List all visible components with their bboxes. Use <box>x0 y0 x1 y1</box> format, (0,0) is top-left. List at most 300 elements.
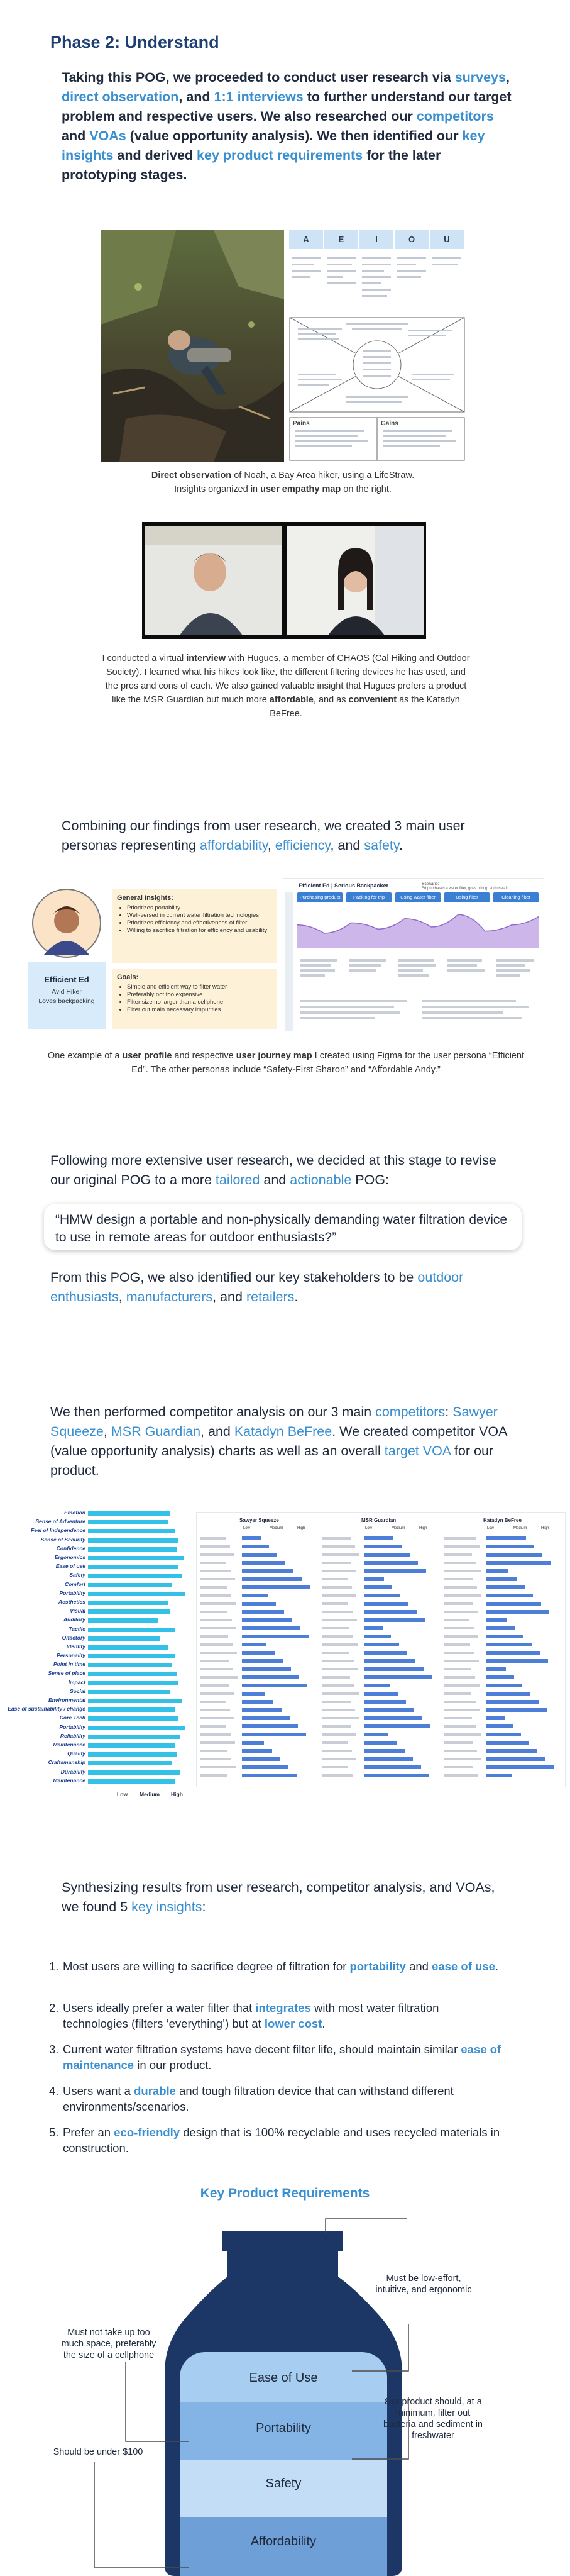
voa-bar <box>88 1529 175 1533</box>
competitor-row-label <box>322 1652 349 1654</box>
persona-role: Avid Hiker <box>52 988 82 996</box>
competitor-row-label <box>200 1766 236 1768</box>
competitor-row-bar <box>364 1536 393 1540</box>
competitor-row-bar <box>364 1675 432 1679</box>
voa-label: Olfactory <box>62 1634 85 1641</box>
competitor-row-bar <box>364 1585 392 1589</box>
competitor-row-label <box>200 1635 228 1638</box>
journey-emotion-curve <box>297 906 539 948</box>
competitor-row-bar <box>364 1553 410 1557</box>
competitor-row-bar <box>486 1585 525 1589</box>
voa-bar <box>88 1735 180 1739</box>
competitor-row-bar <box>242 1667 291 1671</box>
competitor-row-label <box>200 1643 233 1646</box>
competitor-row-bar <box>486 1545 534 1548</box>
competitor-row-bar <box>364 1667 424 1671</box>
aeiou-header-u: U <box>430 230 464 249</box>
competitor-row-label <box>200 1660 229 1662</box>
link-competitors-2: competitors <box>375 1404 446 1419</box>
competitor-row-bar <box>486 1594 533 1597</box>
voa-label: Feel of Independence <box>31 1527 85 1534</box>
competitor-row-bar <box>486 1684 522 1687</box>
voa-bars <box>88 1509 189 1786</box>
competitor-name: Sawyer Squeeze <box>239 1518 279 1523</box>
voa-label: Ergonomics <box>54 1553 85 1560</box>
link-direct-observation: direct observation <box>62 89 179 104</box>
competitor-row-label <box>200 1611 227 1613</box>
competitor-row-label <box>322 1537 351 1540</box>
goals-title: Goals: <box>117 974 139 981</box>
competitor-row-bar <box>242 1635 309 1638</box>
aeiou-header-o: O <box>395 230 429 249</box>
competitor-row-bar <box>486 1675 514 1679</box>
voa-label: Impact <box>68 1679 85 1685</box>
kpr-title: Key Product Requirements <box>200 2186 370 2201</box>
competitor-row-label <box>444 1684 480 1687</box>
competitor-row-label <box>200 1725 226 1728</box>
competitor-row-bar <box>242 1765 288 1769</box>
competitor-row-label <box>444 1611 478 1613</box>
pains-label: Pains <box>293 420 310 427</box>
voa-bar <box>88 1743 175 1748</box>
competitor-row-label <box>322 1635 353 1638</box>
competitor-row-label <box>322 1643 358 1646</box>
competitor-rows <box>199 1535 317 1782</box>
voa-bar <box>88 1565 178 1569</box>
aeiou-notes-a <box>290 253 322 282</box>
competitor-row-label <box>444 1537 476 1540</box>
stakeholders-paragraph: From this POG, we also identified our key stakeholders to be outdoor enthusiasts, manufacturers, and retailers. <box>50 1270 464 1304</box>
competitor-row-label <box>444 1570 481 1572</box>
link-key-insights-2: key insights <box>131 1899 202 1914</box>
voa-bar <box>88 1770 180 1775</box>
link-outdoor-enthusiasts: outdoor enthusiasts <box>50 1270 464 1304</box>
competitor-row-label <box>200 1627 236 1629</box>
link-competitors: competitors <box>416 109 494 124</box>
competitor-row-label <box>444 1692 471 1695</box>
competitor-row-bar <box>242 1692 265 1696</box>
general-insight-item: • Willing to sacrifice filtration for efficiency and usability <box>127 927 271 935</box>
competitor-row-bar <box>242 1553 277 1557</box>
goal-item: • Filter out main necessary impurities <box>127 1006 271 1014</box>
competitor-row-label <box>322 1709 355 1711</box>
competitor-row-bar <box>242 1700 273 1704</box>
kpr-note-ease: Must be low-effort, intuitive, and ergonomic <box>375 2273 472 2295</box>
competitor-row-label <box>444 1725 476 1728</box>
competitor-row-label <box>322 1774 353 1777</box>
voa-bar <box>88 1609 170 1614</box>
competitor-row-label <box>200 1701 226 1703</box>
competitor-row-label <box>322 1627 349 1629</box>
voa-bar <box>88 1628 175 1632</box>
journey-stage: Using water filter <box>395 892 441 902</box>
competitor-row-bar <box>242 1643 266 1646</box>
competitor-row-label <box>322 1586 352 1589</box>
general-insight-item: • Prioritizes efficiency and effectiveness of filter <box>127 919 271 927</box>
insight-item-1: 1. Most users are willing to sacrifice degree of filtration for portability and ease of use. <box>49 1960 499 1973</box>
general-insight-item: • Prioritizes portability <box>127 904 271 912</box>
journey-stage: Packing for trip <box>346 892 392 902</box>
voa-label: Sense of place <box>48 1670 85 1677</box>
aeiou-header-e: E <box>324 230 358 249</box>
competitor-row-bar <box>242 1757 280 1761</box>
voa-bar <box>88 1654 175 1658</box>
competitor-row-label <box>444 1652 474 1654</box>
competitor-row-bar <box>364 1561 418 1565</box>
voa-label: Visual <box>70 1607 85 1614</box>
competitor-rows <box>443 1535 561 1782</box>
competitor-row-bar <box>486 1577 517 1581</box>
link-voas: VOAs <box>89 128 126 143</box>
competitor-row-bar <box>486 1733 521 1736</box>
journey-opportunities <box>422 997 535 1023</box>
competitor-row-label <box>200 1684 229 1687</box>
competitor-row-label <box>200 1619 232 1621</box>
competitor-row-bar <box>242 1708 282 1712</box>
link-msr-guardian: MSR Guardian <box>111 1424 201 1439</box>
aeiou-notes-o <box>396 253 427 282</box>
kpr-note-affordability: Should be under $100 <box>53 2447 143 2457</box>
competitor-row-label <box>200 1676 238 1679</box>
voa-bar <box>88 1681 178 1685</box>
competitor-row-bar <box>364 1749 405 1753</box>
competitor-row-bar <box>242 1733 306 1736</box>
competitor-row-bar <box>242 1651 275 1655</box>
competitor-row-label <box>444 1774 478 1777</box>
col-low: Low <box>243 1526 251 1530</box>
competitor-rows <box>321 1535 439 1782</box>
competitor-row-label <box>200 1602 236 1605</box>
link-interviews: 1:1 interviews <box>214 89 304 104</box>
gains-label: Gains <box>381 420 398 427</box>
competitor-row-bar <box>242 1545 269 1548</box>
voa-bar <box>88 1520 168 1524</box>
competitor-row-bar <box>364 1618 425 1622</box>
interview-caption: I conducted a virtual interview with Hugues, a member of CHAOS (Cal Hiking and Outdoor Society). I learned what his hikes look like, the different filtering devices he has used, and the pros and cons of each. We also gained valuable insight that Hugues prefers a product like the MSR Guardian but much more affordable, and as convenient as the Katadyn BeFree. <box>102 653 470 719</box>
competitor-row-label <box>444 1578 473 1580</box>
aeiou-notes-i <box>361 253 392 301</box>
competitor-row-label <box>444 1627 474 1629</box>
voa-level-medium: Medium <box>140 1791 160 1797</box>
competitor-row-bar <box>486 1716 505 1720</box>
journey-stage: Purchasing product <box>297 892 343 902</box>
voa-label: Sense of Adventure <box>35 1518 85 1525</box>
voa-label: Social <box>69 1687 85 1694</box>
voa-bar <box>88 1601 168 1605</box>
competitor-row-label <box>322 1553 359 1556</box>
personas-paragraph: Combining our findings from user research, we created 3 main user personas representing affordability, efficiency, and safety. <box>62 818 465 853</box>
competitor-row-bar <box>486 1724 513 1728</box>
voa-label: Aesthetics <box>58 1598 85 1605</box>
link-efficiency: efficiency <box>275 838 331 853</box>
col-high: High <box>419 1526 427 1530</box>
competitor-row-bar <box>364 1765 421 1769</box>
persona-detail: Loves backpacking <box>38 997 95 1005</box>
journey-scenario-text: Ed purchases a water filter, goes hiking, and uses it <box>422 887 508 891</box>
competitor-row-label <box>444 1750 477 1752</box>
voa-bar <box>88 1618 158 1623</box>
competitor-name: MSR Guardian <box>361 1518 397 1523</box>
voa-bar <box>88 1752 177 1757</box>
competitor-row-label <box>200 1594 231 1597</box>
competitor-row-label <box>322 1578 348 1580</box>
competitor-row-label <box>322 1660 354 1662</box>
insights-intro: Synthesizing results from user research, competitor analysis, and VOAs, we found 5 key insights: <box>62 1880 495 1914</box>
competitor-row-label <box>322 1562 351 1564</box>
journey-notes <box>300 957 340 979</box>
competitor-row-bar <box>364 1757 413 1761</box>
competitor-row-bar <box>486 1708 547 1712</box>
voa-bar <box>88 1690 170 1694</box>
competitor-row-bar <box>486 1651 540 1655</box>
journey-stage: Using filter <box>444 892 490 902</box>
competitor-row-bar <box>486 1667 506 1671</box>
link-katadyn-befree: Katadyn BeFree <box>234 1424 332 1439</box>
competitor-row-bar <box>364 1635 391 1638</box>
competitor-row-label <box>200 1553 234 1556</box>
voa-label: Portability <box>59 1589 85 1596</box>
competitor-row-bar <box>364 1684 390 1687</box>
competitor-row-label <box>322 1602 348 1605</box>
general-insight-item: • Well-versed in current water filtration technologies <box>127 912 271 919</box>
journey-opportunities <box>300 997 413 1023</box>
competitor-row-bar <box>364 1716 422 1720</box>
journey-row-labels <box>285 892 293 1031</box>
goal-item: • Filter size no larger than a cellphone <box>127 999 271 1006</box>
competitor-row-bar <box>242 1569 293 1573</box>
voa-label: Confidence <box>56 1545 85 1552</box>
competitor-table-sawyer <box>199 1515 317 1784</box>
voa-label: Identity <box>66 1643 85 1650</box>
voa-bar <box>88 1538 178 1543</box>
competitor-row-label <box>322 1668 358 1670</box>
competitor-row-bar <box>364 1545 402 1548</box>
competitor-row-bar <box>486 1569 508 1573</box>
competitor-row-label <box>200 1733 231 1736</box>
competitor-row-label <box>444 1586 477 1589</box>
link-sawyer-squeeze: Sawyer Squeeze <box>50 1404 498 1439</box>
kpr-note-portability: Must not take up too much space, preferably the size of a cellphone <box>61 2328 156 2360</box>
competitor-name: Katadyn BeFree <box>483 1518 522 1523</box>
voa-bar <box>88 1761 172 1765</box>
competitor-row-bar <box>242 1585 310 1589</box>
competitor-row-label <box>322 1594 356 1597</box>
competitor-row-bar <box>486 1643 532 1646</box>
link-key-insights: key insights <box>62 128 485 163</box>
competitor-row-label <box>322 1717 359 1719</box>
competitor-row-label <box>444 1758 481 1760</box>
competitor-row-bar <box>364 1610 417 1614</box>
voa-label: Point in time <box>53 1661 85 1668</box>
aeiou-notes-u <box>431 253 463 270</box>
pog-quote-box: “HMW design a portable and non-physically demanding water filtration device to use in remote areas for outdoor enthusiasts?” <box>44 1204 522 1250</box>
competitor-row-label <box>200 1668 233 1670</box>
competitor-row-bar <box>364 1594 400 1597</box>
voa-label: Sense of Security <box>40 1536 85 1543</box>
aeiou-notes-e <box>326 253 357 289</box>
journey-notes <box>349 957 389 974</box>
competitor-row-label <box>444 1660 479 1662</box>
competitor-row-label <box>444 1553 472 1556</box>
persona-name: Efficient Ed <box>44 975 89 984</box>
journey-notes <box>447 957 487 974</box>
link-affordability: affordability <box>199 838 268 853</box>
competitor-row-label <box>444 1733 481 1736</box>
competitor-row-label <box>444 1562 476 1564</box>
link-tailored: tailored <box>215 1172 260 1187</box>
target-voa-chart <box>0 1509 189 1806</box>
competitor-row-label <box>200 1692 234 1695</box>
competitor-paragraph: We then performed competitor analysis on our 3 main competitors: Sawyer Squeeze, MSR Guardian, and Katadyn BeFree. We created competitor VOA (value opportunity analysis) charts as well as an overall target VOA for our product. <box>50 1404 507 1478</box>
link-safety: safety <box>364 838 400 853</box>
voa-label: Durability <box>60 1768 85 1775</box>
direct-observation-photo <box>101 230 284 462</box>
aeiou-header-i: I <box>359 230 393 249</box>
competitor-row-label <box>200 1758 231 1760</box>
competitor-row-label <box>444 1602 473 1605</box>
voa-label: Comfort <box>64 1580 85 1587</box>
user-journey-map <box>283 878 544 1036</box>
kpr-note-safety: Our product should, at a minimum, filter out bacteria and sediment in freshwater <box>383 2397 483 2441</box>
voa-bar <box>88 1716 178 1721</box>
voa-label: Safety <box>69 1572 85 1579</box>
voa-bar <box>88 1574 182 1578</box>
voa-level-low: Low <box>117 1791 128 1797</box>
competitor-row-label <box>444 1741 473 1744</box>
competitor-row-bar <box>364 1708 414 1712</box>
kpr-level-portability: Portability <box>256 2421 311 2435</box>
voa-bar <box>88 1672 177 1676</box>
competitor-row-label <box>200 1652 237 1654</box>
competitor-row-label <box>200 1570 231 1572</box>
journey-stage: Cleaning filter <box>493 892 539 902</box>
competitor-row-bar <box>242 1659 283 1663</box>
link-target-voa: target VOA <box>384 1443 451 1458</box>
journey-notes <box>496 957 536 979</box>
competitor-table-msr <box>321 1515 439 1784</box>
voa-label: Personality <box>57 1652 85 1659</box>
persona-identity-box <box>28 962 106 1029</box>
competitor-row-bar <box>364 1724 430 1728</box>
interview-video-call <box>142 522 426 639</box>
insight-item-4: 4. Users want a durable and tough filtration device that can withstand different environments/scenarios. <box>49 2084 454 2113</box>
competitor-row-bar <box>486 1602 541 1606</box>
voa-bar <box>88 1592 185 1596</box>
competitor-row-label <box>322 1766 348 1768</box>
col-medium: Medium <box>392 1526 405 1530</box>
competitor-row-bar <box>486 1757 545 1761</box>
competitor-row-label <box>322 1750 352 1752</box>
competitor-row-bar <box>364 1577 384 1581</box>
competitor-row-bar <box>364 1569 426 1573</box>
competitor-row-bar <box>242 1749 272 1753</box>
competitor-row-label <box>444 1643 470 1646</box>
kpr-level-safety: Safety <box>265 2477 302 2490</box>
competitor-row-label <box>444 1545 480 1548</box>
competitor-row-bar <box>242 1675 299 1679</box>
competitor-row-bar <box>242 1626 300 1630</box>
voa-label: Ease of sustainability / change <box>8 1706 85 1713</box>
competitor-row-label <box>444 1619 469 1621</box>
empathy-map-diagram <box>289 317 465 462</box>
kpr-level-affordability: Affordability <box>250 2534 317 2548</box>
persona-profile-card <box>28 880 279 1031</box>
competitor-row-bar <box>242 1741 264 1745</box>
voa-label: Maintenance <box>53 1741 85 1748</box>
insight-item-3: 3. Current water filtration systems have decent filter life, should maintain similar ease of maintenance in our product. <box>49 2043 501 2072</box>
competitor-row-bar <box>364 1733 388 1736</box>
link-actionable: actionable <box>290 1172 352 1187</box>
competitor-row-bar <box>486 1700 539 1704</box>
competitor-row-label <box>200 1586 227 1589</box>
competitor-row-bar <box>486 1635 523 1638</box>
aeiou-header-a: A <box>289 230 323 249</box>
competitor-row-bar <box>364 1643 399 1646</box>
competitor-row-bar <box>242 1602 276 1606</box>
competitor-row-label <box>444 1668 471 1670</box>
kpr-level-ease: Ease of Use <box>249 2371 318 2385</box>
voa-bar <box>88 1547 177 1552</box>
observation-caption: Direct observation of Noah, a Bay Area hiker, using a LifeStraw. Insights organized in user empathy map on the right. <box>151 470 415 494</box>
voa-label: Tactile <box>69 1625 85 1632</box>
competitor-row-bar <box>242 1561 285 1565</box>
competitor-row-label <box>200 1717 234 1719</box>
competitor-row-bar <box>364 1626 383 1630</box>
competitor-row-label <box>200 1537 226 1540</box>
competitor-row-bar <box>242 1684 307 1687</box>
persona-goals <box>112 969 277 1029</box>
col-medium: Medium <box>270 1526 283 1530</box>
journey-scenario-label: Scenario: <box>422 882 439 886</box>
voa-bar <box>88 1779 175 1784</box>
competitor-row-label <box>322 1684 354 1687</box>
pog-paragraph: Following more extensive user research, we decided at this stage to revise our original POG to a more tailored and actionable POG: <box>50 1153 496 1187</box>
competitor-row-bar <box>364 1692 398 1696</box>
competitor-row-label <box>322 1611 353 1613</box>
competitor-row-bar <box>242 1594 268 1597</box>
journey-notes <box>398 957 438 979</box>
competitor-row-bar <box>364 1659 415 1663</box>
competitor-row-bar <box>364 1700 406 1704</box>
competitor-row-label <box>444 1701 476 1703</box>
competitor-row-bar <box>242 1610 284 1614</box>
voa-bar <box>88 1645 168 1650</box>
competitor-voa-tables <box>196 1512 566 1787</box>
insight-item-2: 2. Users ideally prefer a water filter that integrates with most water filtration technologies (filters ‘everything’) but at lower cost. <box>49 2001 439 2030</box>
goal-item: • Preferably not too expensive <box>127 991 271 999</box>
insight-item-5: 5. Prefer an eco-friendly design that is 100% recyclable and uses recycled materials in construction. <box>49 2126 500 2155</box>
competitor-row-label <box>322 1545 355 1548</box>
link-manufacturers: manufacturers <box>126 1289 213 1304</box>
competitor-row-bar <box>486 1610 549 1614</box>
voa-label: Maintenance <box>53 1777 85 1784</box>
competitor-row-label <box>322 1676 350 1679</box>
competitor-row-label <box>322 1619 357 1621</box>
competitor-row-label <box>322 1692 359 1695</box>
competitor-row-label <box>200 1741 235 1744</box>
competitor-row-label <box>444 1709 480 1711</box>
voa-bar <box>88 1511 170 1516</box>
competitor-row-label <box>444 1676 475 1679</box>
competitor-row-label <box>200 1578 235 1580</box>
competitor-row-bar <box>242 1618 292 1622</box>
general-insights-title: General Insights: <box>117 894 173 902</box>
competitor-row-label <box>444 1766 473 1768</box>
competitor-row-label <box>200 1750 227 1752</box>
voa-bar <box>88 1707 175 1712</box>
voa-bar <box>88 1663 172 1667</box>
competitor-row-bar <box>242 1716 290 1720</box>
